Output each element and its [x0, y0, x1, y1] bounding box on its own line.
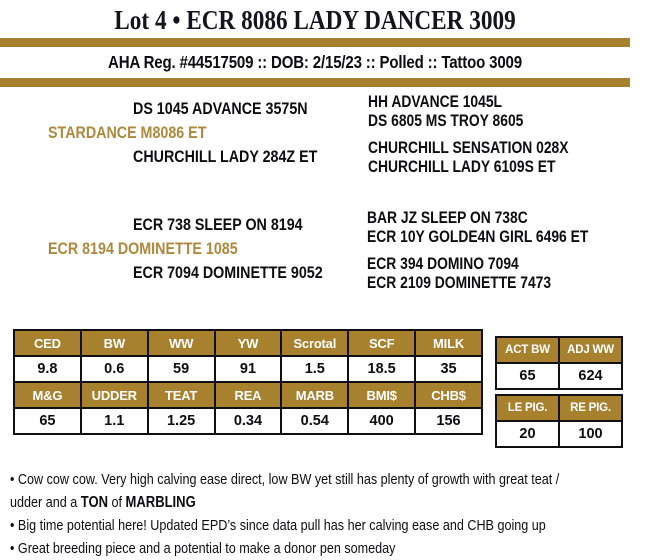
- note-line: [10, 468, 630, 491]
- sire-sire-line: [0, 97, 360, 121]
- sire-maternal-grandparents: [368, 139, 630, 177]
- note-emphasis: TON: [80, 494, 109, 511]
- side-value-row: [496, 421, 622, 447]
- epd-value-row-1: [14, 356, 482, 382]
- epd-header-row-2: [14, 382, 482, 408]
- side-value-cell: 65: [496, 363, 559, 389]
- side-header-row: [496, 337, 622, 363]
- grandparent-name: CHURCHILL SENSATION 028X: [368, 139, 569, 157]
- dam-name: ECR 8194 DOMINETTE 1085: [48, 239, 238, 258]
- dam-paternal-grandparents: [367, 209, 630, 247]
- dam-dam-line: [0, 261, 359, 285]
- epd-header-row-1: [14, 330, 482, 356]
- side-value-cell: 624: [559, 363, 622, 389]
- epd-value-cell: 0.6: [81, 356, 148, 382]
- grandparent-line: [368, 93, 630, 112]
- epd-value-cell: 59: [148, 356, 215, 382]
- side-value-row: [496, 363, 622, 389]
- pedigree-block-dam: [0, 209, 630, 301]
- grandparent-line: [367, 255, 630, 274]
- side-header-cell: RE PIG.: [559, 395, 622, 421]
- epd-value-cell: 156: [415, 408, 482, 434]
- grandparent-name: ECR 2109 DOMINETTE 7473: [366, 274, 551, 292]
- note-segment: of: [108, 494, 126, 511]
- sire-dam-name: CHURCHILL LADY 284Z ET: [133, 147, 318, 166]
- grandparent-line: [368, 158, 630, 177]
- gold-bar-bottom: [0, 78, 630, 87]
- epd-value-cell: 0.34: [215, 408, 282, 434]
- pedigree-block-sire: [0, 93, 630, 185]
- epd-tables-row: [0, 329, 630, 448]
- actual-weights-table: [495, 336, 623, 390]
- note-emphasis: MARBLING: [125, 494, 196, 511]
- note-text: • Great breeding piece and a potential to make a donor pen someday: [10, 540, 396, 557]
- grandparent-line: [367, 274, 630, 293]
- epd-value-cell: 1.5: [281, 356, 348, 382]
- epd-header-cell: MILK: [415, 330, 482, 356]
- note-line: [10, 537, 630, 560]
- registration-line: AHA Reg. #44517509 :: DOB: 2/15/23 :: Polled :: Tattoo 3009: [108, 52, 522, 72]
- side-header-row: [496, 395, 622, 421]
- grandparent-line: [368, 139, 630, 158]
- note-segment: udder and a: [10, 494, 81, 511]
- epd-header-cell: BW: [81, 330, 148, 356]
- epd-value-cell: 400: [348, 408, 415, 434]
- epd-value-row-2: [14, 408, 482, 434]
- dam-sire-name: ECR 738 SLEEP ON 8194: [133, 215, 303, 234]
- page-title: Lot 4 • ECR 8086 LADY DANCER 3009: [114, 5, 516, 35]
- gold-bar-top: [0, 38, 630, 47]
- sire-sire-name: DS 1045 ADVANCE 3575N: [133, 99, 308, 118]
- sire-name: STARDANCE M8086 ET: [48, 123, 207, 142]
- sire-dam-line: [0, 145, 360, 169]
- epd-value-cell: 65: [14, 408, 81, 434]
- dam-column: [0, 213, 359, 301]
- grandparent-name: ECR 394 DOMINO 7094: [366, 255, 519, 273]
- grandparent-name: CHURCHILL LADY 6109S ET: [368, 158, 556, 176]
- note-text: • Big time potential here! Updated EPD’s since data pull has her calving ease and CHB going up: [10, 517, 546, 534]
- sire-name-line: [0, 121, 360, 145]
- grandparent-name: BAR JZ SLEEP ON 738C: [366, 209, 528, 227]
- dam-dam-name: ECR 7094 DOMINETTE 9052: [133, 263, 323, 282]
- epd-header-cell: Scrotal: [281, 330, 348, 356]
- epd-header-cell: BMI$: [348, 382, 415, 408]
- pigment-table: [495, 394, 623, 448]
- epd-value-cell: 91: [215, 356, 282, 382]
- epd-header-cell: UDDER: [81, 382, 148, 408]
- note-line: [10, 514, 630, 537]
- grandparent-name: ECR 10Y GOLDE4N GIRL 6496 ET: [366, 228, 589, 246]
- epd-header-cell: REA: [215, 382, 282, 408]
- epd-header-cell: YW: [215, 330, 282, 356]
- dam-grandparents-column: [359, 209, 630, 301]
- grandparent-line: [367, 228, 630, 247]
- notes-section: [10, 468, 630, 560]
- side-header-cell: ADJ WW: [559, 337, 622, 363]
- side-tables: [495, 336, 623, 448]
- epd-header-cell: CED: [14, 330, 81, 356]
- epd-value-cell: 9.8: [14, 356, 81, 382]
- sire-paternal-grandparents: [368, 93, 630, 131]
- sire-column: [0, 97, 360, 185]
- pedigree-section: [0, 87, 630, 301]
- epd-header-cell: TEAT: [148, 382, 215, 408]
- dam-name-line: [0, 237, 359, 261]
- dam-sire-line: [0, 213, 359, 237]
- grandparent-line: [367, 209, 630, 228]
- epd-value-cell: 0.54: [281, 408, 348, 434]
- epd-header-cell: CHB$: [415, 382, 482, 408]
- side-header-cell: LE PIG.: [496, 395, 559, 421]
- epd-value-cell: 1.1: [81, 408, 148, 434]
- side-value-cell: 100: [559, 421, 622, 447]
- epd-header-cell: SCF: [348, 330, 415, 356]
- epd-value-cell: 35: [415, 356, 482, 382]
- epd-header-cell: WW: [148, 330, 215, 356]
- dam-maternal-grandparents: [367, 255, 630, 293]
- epd-header-cell: M&G: [14, 382, 81, 408]
- note-line: [10, 491, 630, 514]
- epd-value-cell: 1.25: [148, 408, 215, 434]
- epd-value-cell: 18.5: [348, 356, 415, 382]
- epd-header-cell: MARB: [281, 382, 348, 408]
- side-value-cell: 20: [496, 421, 559, 447]
- grandparent-line: [368, 112, 630, 131]
- grandparent-name: HH ADVANCE 1045L: [368, 93, 503, 111]
- epd-table: [13, 329, 483, 435]
- note-text: [10, 491, 196, 514]
- grandparent-name: DS 6805 MS TROY 8605: [368, 112, 524, 130]
- side-header-cell: ACT BW: [496, 337, 559, 363]
- sire-grandparents-column: [360, 93, 630, 185]
- note-text: • Cow cow cow. Very high calving ease direct, low BW yet still has plenty of growth with great teat /: [10, 471, 560, 488]
